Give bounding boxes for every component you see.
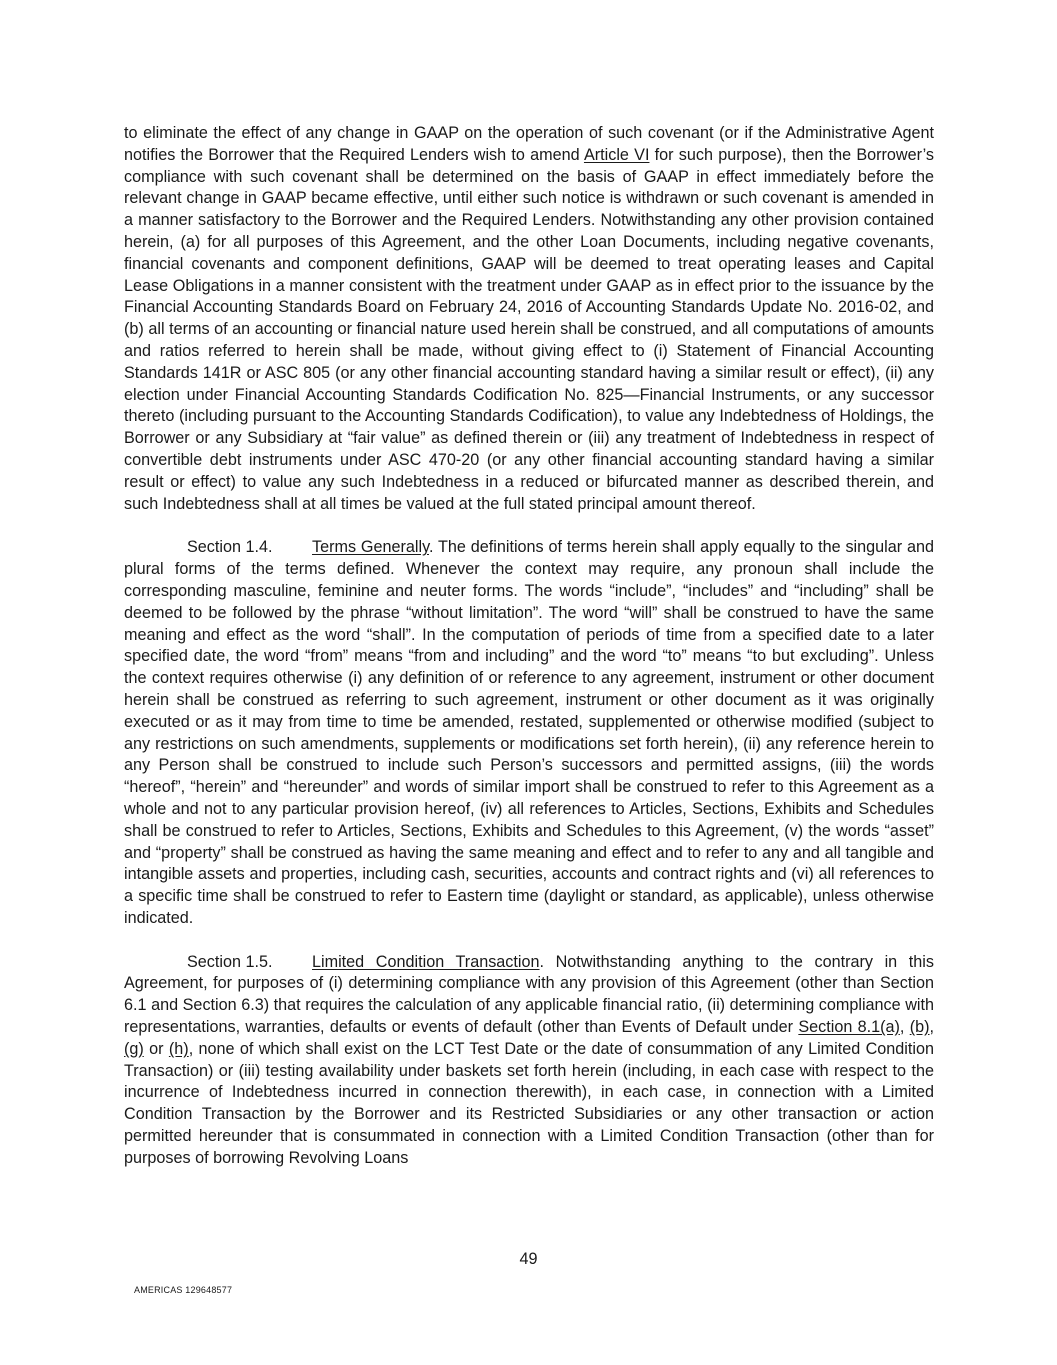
paragraph-gaap-continuation: [124, 123, 934, 515]
document-body: [124, 123, 934, 1170]
article-vi-reference: Article VI: [583, 145, 650, 164]
section-1-4: [124, 537, 934, 929]
section-title-suffix: .: [539, 952, 544, 971]
clause-g-reference: (g): [124, 1039, 144, 1058]
paragraph-text: for such purpose), then the Borrower’s compliance with such covenant shall be determined on the basis of GAAP in effect immediately before the relevant change in GAAP became effective, until either such notice is withdrawn or such covenant is amended in a manner satisfactory to the Borrower and the Required Lenders. Notwithstanding any other provision contained herein, (a) for all purposes of this Agreement, and the other Loan Documents, including negative covenants, financial covenants and component definitions, GAAP will be deemed to treat operating leases and Capital Lease Obligations in a manner consistent with the treatment under GAAP as in effect prior to the issuance by the Financial Accounting Standards Board on February 24, 2016 of Accounting Standards Update No. 2016-02, and (b) all terms of an accounting or financial nature used herein shall be construed, and all computations of amounts and ratios referred to herein shall be made, without giving effect to (i) Statement of Financial Accounting Standards 141R or ASC 805 (or any other financial accounting standard having a similar result or effect), (ii) any election under Financial Accounting Standards Codification No. 825—Financial Instruments, or any successor thereto (including pursuant to the Accounting Standards Codification), to value any Indebtedness of Holdings, the Borrower or any Subsidiary at “fair value” as defined therein or (iii) any treatment of Indebtedness in respect of convertible debt instruments under ASC 470-20 (or any other financial accounting standard having a similar result or effect) to value any such Indebtedness in a reduced or bifurcated manner as described therein, and such Indebtedness shall at all times be valued at the full stated principal amount thereof.: [124, 145, 934, 513]
section-title: Limited Condition Transaction: [312, 952, 540, 971]
section-title-suffix: .: [428, 538, 434, 557]
clause-h-reference: (h): [168, 1039, 189, 1058]
section-title: Terms Generally: [312, 538, 429, 557]
clause-b-reference: (b): [909, 1018, 930, 1037]
separator: ,: [929, 1018, 935, 1037]
section-number: Section 1.5.: [187, 952, 273, 971]
separator: or: [143, 1039, 169, 1058]
section-body: The definitions of terms herein shall apply equally to the singular and plural forms of the terms defined. Whenever the context may require, any pronoun shall include the corresponding masculine, feminine and neuter forms. The words “include”, “includes” and “including” shall be deemed to be followed by the phrase “without limitation”. The word “will” shall be construed to have the same meaning and effect as the word “shall”. In the computation of periods of time from a specified date to a later specified date, the word “from” means “from and including” and the word “to” means “to but excluding”. Unless the context requires otherwise (i) any definition of or reference to any agreement, instrument or other document herein shall be construed as referring to such agreement, instrument or other document as it was originally executed or as it may from time to time be amended, restated, supplemented or otherwise modified (subject to any restrictions on such amendments, supplements or modifications set forth herein), (ii) any reference herein to any Person shall be construed to include such Person’s successors and permitted assigns, (iii) the words “hereof”, “herein” and “hereunder” and words of similar import shall be construed to refer to this Agreement as a whole and not to any particular provision hereof, (iv) all references to Articles, Sections, Exhibits and Schedules shall be construed to refer to Articles, Sections, Exhibits and Schedules to this Agreement, (v) the words “asset” and “property” shall be construed as having the same meaning and effect and to refer to any and all tangible and intangible assets and properties, including cash, securities, accounts and contract rights and (vi) all references to a specific time shall be construed to refer to Eastern time (daylight or standard, as applicable), unless otherwise indicated.: [124, 538, 934, 927]
section-1-5: [124, 952, 934, 1170]
page-number: 49: [519, 1250, 538, 1268]
section-body: , none of which shall exist on the LCT Test Date or the date of consummation of any Limited Condition Transaction) or (iii) testing availability under baskets set forth herein (including, in each case with respect to the incurrence of Indebtedness incurred in connection therewith), in each case, in connection with a Limited Condition Transaction by the Borrower and its Restricted Subsidiaries or any other transaction or action permitted hereunder that is consummated in connection with a Limited Condition Transaction (other than for purposes of borrowing Revolving Loans: [124, 1039, 934, 1167]
footer-document-id: AMERICAS 129648577: [134, 1285, 233, 1295]
paragraph-text: to eliminate the effect of any change in GAAP on the operation of such covenant (or if the Administrative Agent notifies the Borrower that the Required Lenders wish to amend: [124, 124, 934, 164]
section-number: Section 1.4.: [187, 538, 273, 557]
section-8-1-a-reference: Section 8.1(a): [798, 1018, 900, 1037]
section-body: Notwithstanding anything to the contrary in this Agreement, for purposes of (i) determining compliance with any provision of this Agreement (other than Section 6.1 and Section 6.3) that requires the calculation of any applicable financial ratio, (ii) determining compliance with representations, warranties, defaults or events of default (other than Events of Default under: [124, 952, 934, 1037]
separator: ,: [899, 1018, 910, 1037]
